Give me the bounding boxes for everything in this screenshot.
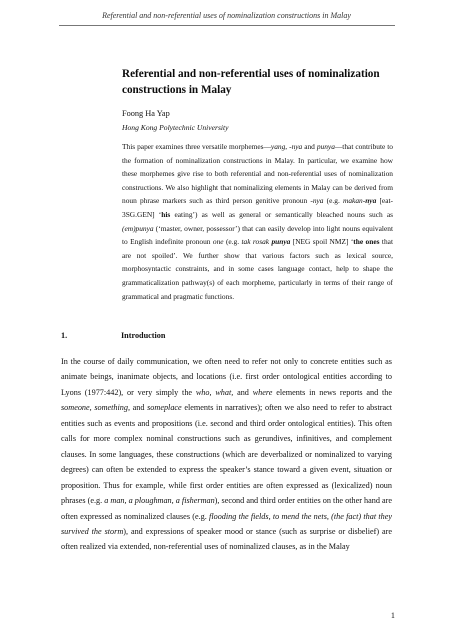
author-affiliation: Hong Kong Polytechnic University — [122, 123, 229, 132]
emphasis-term: someplace — [147, 403, 182, 413]
emphasis-term: flooding the fields, to mend the nets, (the fact) that they survived the storm — [61, 511, 392, 536]
emphasis-term: someone, something, — [61, 403, 131, 413]
abstract-text: —that contribute to the formation of nominalization constructions in Malay. In particular, we examine how these morphemes give rise to both referential and non-referential uses of nominalization constructions. We also highlight that nominalizing elements in Malay can be derived from noun phrase markers such as third person genitive pronoun — [122, 142, 393, 206]
morpheme-punya: punya — [316, 142, 335, 151]
abstract-text: eating’) as well as general or semantically bleached nouns such as — [170, 209, 393, 219]
morpheme-yang: yang — [270, 142, 286, 151]
abstract — [122, 140, 393, 303]
gloss-term: the ones — [353, 237, 380, 247]
abstract-text: that are not spoiled’. We further show that various factors such as lexical source, morphosyntactic constraints, and in some cases language contact, help to shape the grammaticalization pathway(s) of each morpheme, particularly in terms of their range of grammatical and pragmatic functions. — [122, 237, 393, 301]
abstract-text: and — [302, 142, 317, 151]
body-text: In the course of daily communication, we often need to refer not only to concrete entities such as animate beings, inanimate objects, and locations (i.e. first order ontological entities according to Lyons (1977:442), or very simply the — [61, 357, 392, 397]
running-head: Referential and non-referential uses of nominalization constructions in Malay — [102, 11, 351, 20]
example-term: tak rosak — [241, 237, 272, 247]
example-term: one — [212, 237, 224, 247]
example-term: makan- — [343, 196, 366, 206]
example-term: punya — [271, 237, 291, 247]
page-number: 1 — [390, 611, 395, 620]
emphasis-term: a man, a ploughman, a fisherman — [104, 496, 215, 506]
example-term: -nya — [310, 196, 324, 206]
section-heading — [61, 331, 361, 340]
paper-title: Referential and non-referential uses of nominalization constructions in Malay — [122, 68, 380, 96]
abstract-text: (e.g. — [323, 196, 344, 206]
section-title: Introduction — [121, 331, 166, 340]
body-text: and — [130, 403, 148, 413]
abstract-text: , — [285, 142, 290, 151]
body-text: and — [233, 387, 253, 397]
section-number: 1. — [61, 331, 68, 340]
abstract-text: [NEG spoil NMZ] ‘ — [290, 237, 354, 247]
body-text: ), and expressions of speaker mood or stance (such as surprise or disbelief) are often realized via extended, non-referential uses of nominalized clauses, as in the Malay — [61, 526, 392, 552]
body-text: elements in news reports and the — [272, 387, 392, 397]
morpheme-nya: -nya — [289, 142, 303, 151]
example-term: nya — [365, 196, 377, 206]
emphasis-term: who, what, — [195, 387, 234, 397]
intro-paragraph — [61, 354, 392, 555]
emphasis-term: where — [252, 387, 273, 397]
abstract-text: [eat-3SG.GEN] ‘ — [122, 196, 394, 219]
header-rule — [59, 25, 395, 26]
author-name: Foong Ha Yap — [122, 109, 170, 118]
body-text: elements in narratives); often we also need to refer to abstract entities such as events and propositions (i.e. second and third order ontological entities). This often calls for more complex nominal constructions such as gerundives, infinitives, and complement clauses. In some languages, these constructions (which are deverbalized or nominalized to varying degrees) can often be extended to express the speaker’s stance toward a given event, situation or proposition. Thus for example, while first order entities are often expressed as (lexicalized) noun phrases (e.g. — [61, 403, 393, 506]
gloss-term: his — [161, 209, 171, 219]
example-term: (em)punya — [122, 223, 154, 233]
abstract-text: This paper examines three versatile morphemes— — [122, 142, 271, 151]
abstract-text: (e.g. — [223, 237, 242, 247]
abstract-text: (‘master, owner, possessor’) that can easily develop into light nouns equivalent to English indefinite pronoun — [122, 223, 393, 247]
body-text: ), second and third order entities on the other hand are often expressed as nominalized clauses (e.g. — [61, 496, 392, 521]
